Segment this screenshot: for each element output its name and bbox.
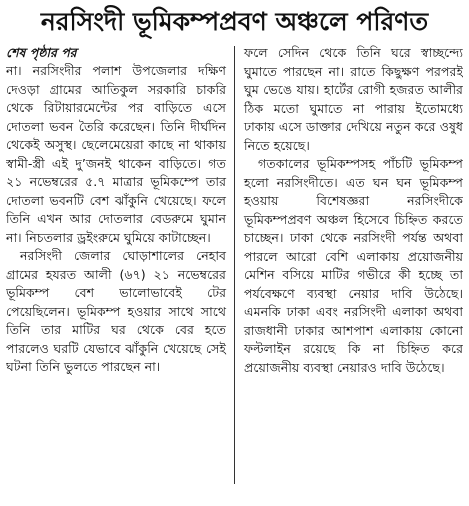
cropped-bottom-edge	[0, 488, 469, 506]
body-paragraph: না। নরসিংদীর পলাশ উপজেলার দক্ষিণ দেওড়া গ্রামের আতিকুল সরকারি চাকরি থেকে রিটায়ারমেন্টের পর বাড়িতে এসে দোতলা ভবন তৈরি করেছেন। তিনি দীর্ঘদিন থেকেই অসুস্থ। ছেলেমেয়েরা কাছে না থাকায় স্বামী-স্ত্রী এই দু’জনই থাকেন বাড়িতে। গত ২১ নভেম্বরের ৫.৭ মাত্রার ভূমিকম্পে তার দোতলা ভবনটি বেশ ঝাঁকুনি খেয়েছে। ফলে তিনি এখন আর দোতলার বেডরুমে ঘুমান না। নিচতলার ড্রইংরুমে ঘুমিয়ে কাটাচ্ছেন।	[6, 63, 226, 245]
continued-from-label: শেষ পৃষ্ঠার পর	[6, 45, 77, 60]
article-headline: নরসিংদী ভূমিকম্পপ্রবণ অঞ্চলে পরিণত	[40, 7, 429, 36]
column-divider	[234, 46, 235, 484]
body-paragraph: গতকালের ভূমিকম্পসহ পাঁচটি ভূমিকম্প হলো নরসিংদীতে। এত ঘন ঘন ভূমিকম্প হওয়ায় বিশেষজ্ঞরা নরসিংদীকে ভূমিকম্পপ্রবণ অঞ্চল হিসেবে চিহ্নিত করতে চাচ্ছেন। ঢাকা থেকে নরসিংদী পর্যন্ত অথবা পারলে আরো বেশি এলাকায় প্রয়োজনীয় মেশিন বসিয়ে মাটির গভীরে কী হচ্ছে তা পর্যবেক্ষণে ব্যবস্থা নেয়ার দাবি উঠেছে। এমনকি ঢাকা এবং নরসিংদী এলাকা অথবা রাজধানী ঢাকার আশপাশ এলাকায় কোনো ফল্টলাইন রয়েছে কি না চিহ্নিত করে প্রয়োজনীয় ব্যবস্থা নেয়ারও দাবি উঠেছে।	[244, 156, 463, 375]
article-body	[6, 44, 463, 484]
body-paragraph: ফলে সেদিন থেকে তিনি ঘরে স্বাচ্ছন্দ্যে ঘুমাতে পারছেন না। রাতে কিছুক্ষণ পরপরই ঘুম ভেঙে যায়। হার্টের রোগী হজরত আলীর ঠিক মতো ঘুমাতে না পারায় ইতোমধ্যে ঢাকায় এসে ডাক্তার দেখিয়ে নতুন করে ওষুধ নিতে হয়েছে।	[244, 45, 463, 153]
right-column	[239, 44, 463, 484]
body-paragraph: নরসিংদী জেলার ঘোড়াশালের নেহাব গ্রামের হযরত আলী (৬৭) ২১ নভেম্বরের ভূমিকম্প বেশ ভালোভাবেই টের পেয়েছিলেন। ভূমিকম্প হওয়ার সাথে সাথে তিনি তার মাটির ঘর থেকে বের হতে পারলেও ঘরটি যেভাবে ঝাঁকুনি খেয়েছে সেই ঘটনা তিনি ভুলতে পারছেন না।	[6, 248, 226, 374]
left-column	[6, 44, 230, 484]
